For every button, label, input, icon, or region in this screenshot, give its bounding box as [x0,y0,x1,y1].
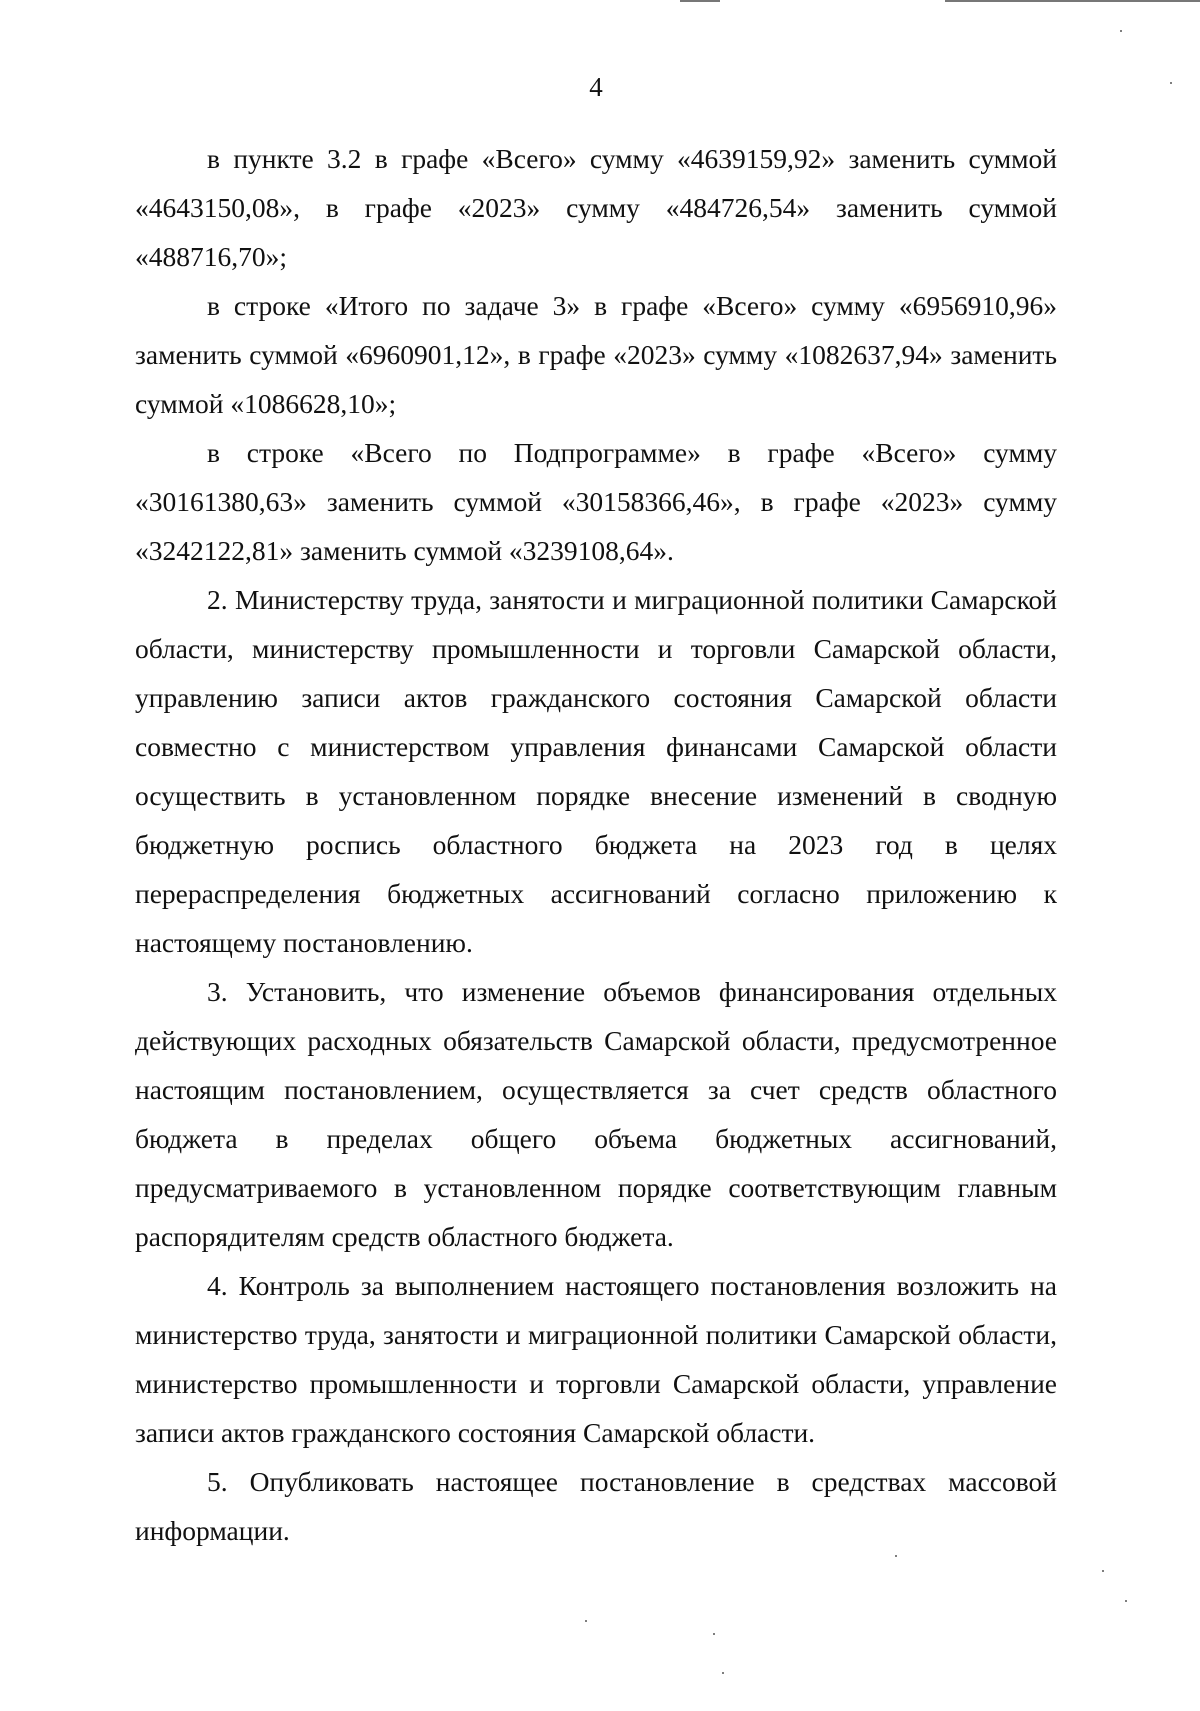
scan-speck [1102,1570,1104,1572]
scan-edge-mark [680,0,720,2]
scan-speck [713,1633,715,1635]
scan-speck [585,1620,587,1622]
scan-speck [1170,82,1172,84]
paragraph-total-subprogram: в строке «Всего по Подпрограмме» в графе «Всего» сумму «30161380,63» заменить суммой «30158366,46», в графе «2023» сумму «3242122,81» заменить суммой «3239108,64». [135,437,1057,566]
document-body [135,134,1057,1555]
scan-speck [722,1672,724,1674]
scan-edge-mark [945,0,1200,2]
paragraph-total-task-3: в строке «Итого по задаче 3» в графе «Всего» сумму «6956910,96» заменить суммой «6960901,12», в графе «2023» сумму «1082637,94» заменить суммой «1086628,10»; [135,290,1057,419]
scan-speck [1125,1600,1127,1602]
paragraph-clause-4: 4. Контроль за выполнением настоящего постановления возложить на министерство труда, занятости и миграционной политики Самарской области, министерство промышленности и торговли Самарской области, управление записи актов гражданского состояния Самарской области. [135,1270,1057,1448]
scan-speck [1120,30,1122,32]
paragraph-clause-5: 5. Опубликовать настоящее постановление в средствах массовой информации. [135,1466,1057,1546]
scan-speck [895,1555,897,1557]
paragraph-clause-2: 2. Министерству труда, занятости и миграционной политики Самарской области, министерству промышленности и торговли Самарской области, управлению записи актов гражданского состояния Самарской области совместно с министерством управления финансами Самарской области осуществить в установленном порядке внесение изменений в сводную бюджетную роспись областного бюджета на 2023 год в целях перераспределения бюджетных ассигнований согласно приложению к настоящему постановлению. [135,584,1057,958]
paragraph-clause-3: 3. Установить, что изменение объемов финансирования отдельных действующих расходных обязательств Самарской области, предусмотренное настоящим постановлением, осуществляется за счет средств областного бюджета в пределах общего объема бюджетных ассигнований, предусматриваемого в установленном порядке соответствующим главным распорядителям средств областного бюджета. [135,976,1057,1252]
page-number: 4 [589,72,603,102]
paragraph-item-3-2: в пункте 3.2 в графе «Всего» сумму «4639159,92» заменить суммой «4643150,08», в графе «2023» сумму «484726,54» заменить суммой «488716,70»; [135,143,1057,272]
